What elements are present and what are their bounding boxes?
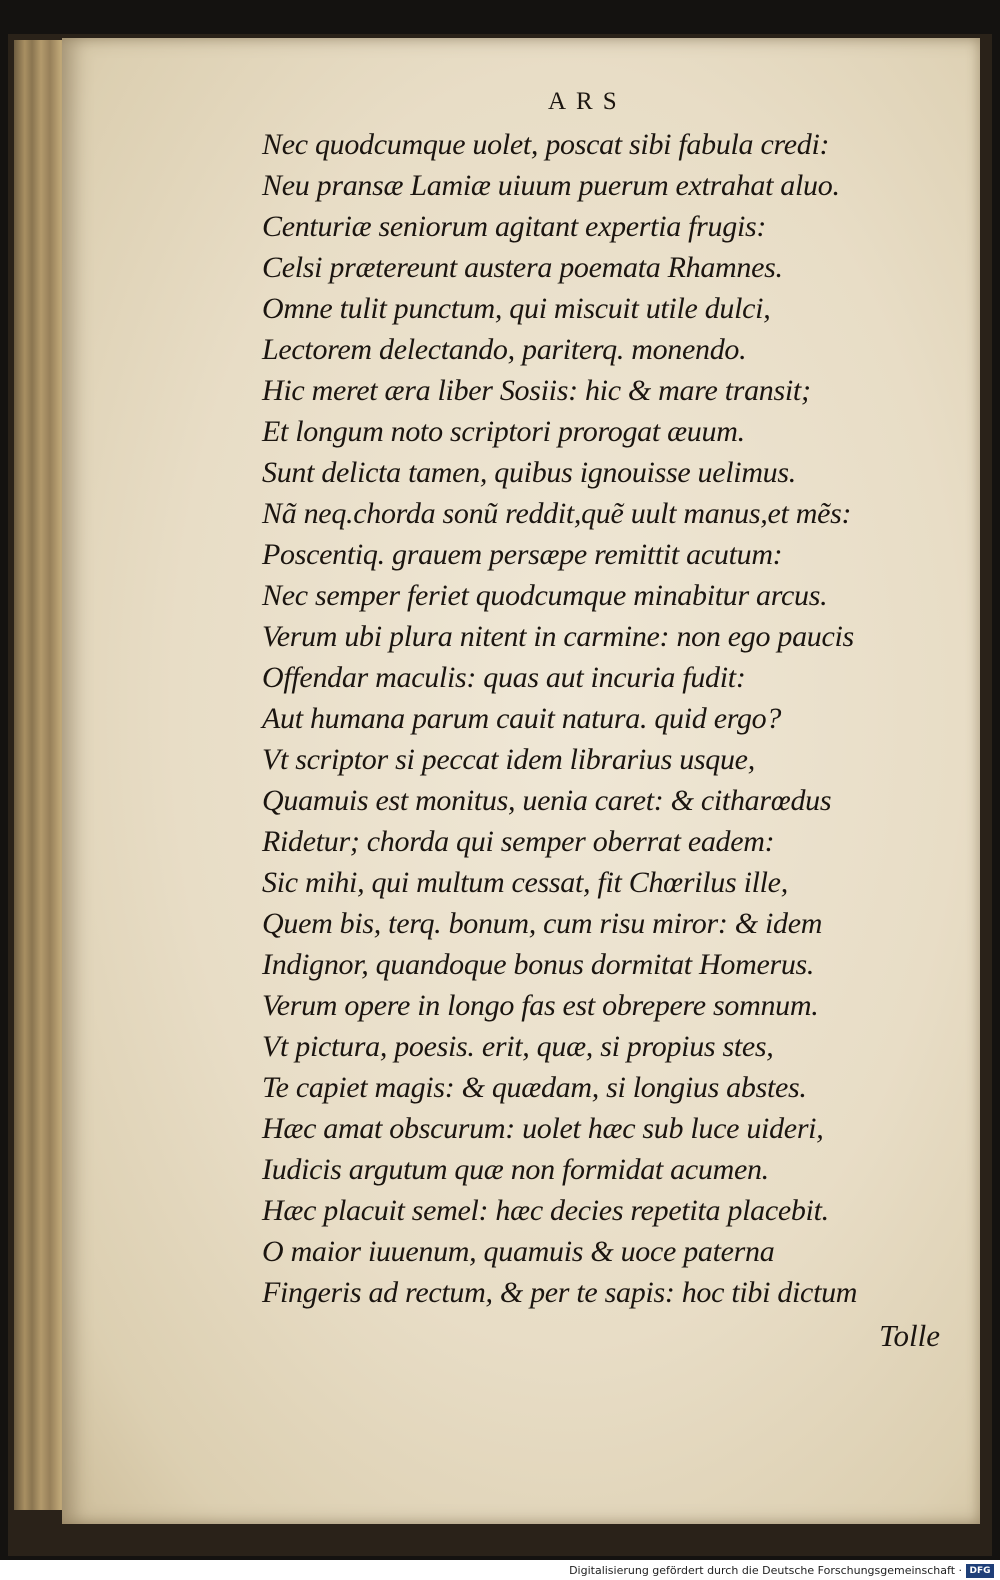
dfg-logo: DFG <box>966 1564 994 1578</box>
verse-line: Nã neq.chorda sonũ reddit,quẽ uult manus,et mẽs: <box>262 497 852 530</box>
verse-line: Hæc placuit semel: hæc decies repetita placebit. <box>262 1194 829 1227</box>
verse-line: Poscentiq. grauem persæpe remittit acutum: <box>262 538 783 571</box>
verse-line: Verum opere in longo fas est obrepere somnum. <box>262 989 819 1022</box>
verse-line: Ridetur; chorda qui semper oberrat eadem: <box>262 825 775 858</box>
verse-line: Sic mihi, qui multum cessat, fit Chœrilus ille, <box>262 866 788 899</box>
verse-line: Hæc amat obscurum: uolet hæc sub luce uideri, <box>262 1112 824 1145</box>
verse-line: Vt pictura, poesis. erit, quæ, si propius stes, <box>262 1030 774 1063</box>
verse-line: Fingeris ad rectum, & per te sapis: hoc tibi dictum <box>262 1276 858 1309</box>
verse-line: Lectorem delectando, pariterq. monendo. <box>262 333 747 366</box>
verse-line: Et longum noto scriptori prorogat æuum. <box>262 415 745 448</box>
verse-line: Te capiet magis: & quædam, si longius abstes. <box>262 1071 807 1104</box>
funding-credit: Digitalisierung gefördert durch die Deutsche Forschungsgemeinschaft · <box>569 1564 962 1577</box>
verse-line: Omne tulit punctum, qui miscuit utile dulci, <box>262 292 771 325</box>
verse-line: Quamuis est monitus, uenia caret: & citharœdus <box>262 784 832 817</box>
verse-line: Nec semper feriet quodcumque minabitur arcus. <box>262 579 828 612</box>
verse-line: O maior iuuenum, quamuis & uoce paterna <box>262 1235 775 1268</box>
verse-line: Aut humana parum cauit natura. quid ergo? <box>262 702 782 735</box>
verse-line: Verum ubi plura nitent in carmine: non ego paucis <box>262 620 854 653</box>
verse-line: Sunt delicta tamen, quibus ignouisse uelimus. <box>262 456 796 489</box>
catchword: Tolle <box>879 1318 940 1353</box>
verse-list <box>262 124 952 1313</box>
verse-line: Quem bis, terq. bonum, cum risu miror: & idem <box>262 907 823 940</box>
running-head: ARS <box>548 88 627 115</box>
verse-line: Vt scriptor si peccat idem librarius usque, <box>262 743 755 776</box>
verse-line: Celsi prætereunt austera poemata Rhamnes. <box>262 251 783 284</box>
verse-line: Hic meret æra liber Sosiis: hic & mare transit; <box>262 374 811 407</box>
verse-line: Indignor, quandoque bonus dormitat Homerus. <box>262 948 815 981</box>
verse-line: Nec quodcumque uolet, poscat sibi fabula credi: <box>262 128 830 161</box>
verse-line: Neu pransæ Lamiæ uiuum puerum extrahat aluo. <box>262 169 840 202</box>
verse-line: Iudicis argutum quæ non formidat acumen. <box>262 1153 769 1186</box>
footer-bar <box>0 1560 1000 1580</box>
verse-line: Centuriæ seniorum agitant expertia frugis: <box>262 210 767 243</box>
verse-line: Offendar maculis: quas aut incuria fudit: <box>262 661 746 694</box>
